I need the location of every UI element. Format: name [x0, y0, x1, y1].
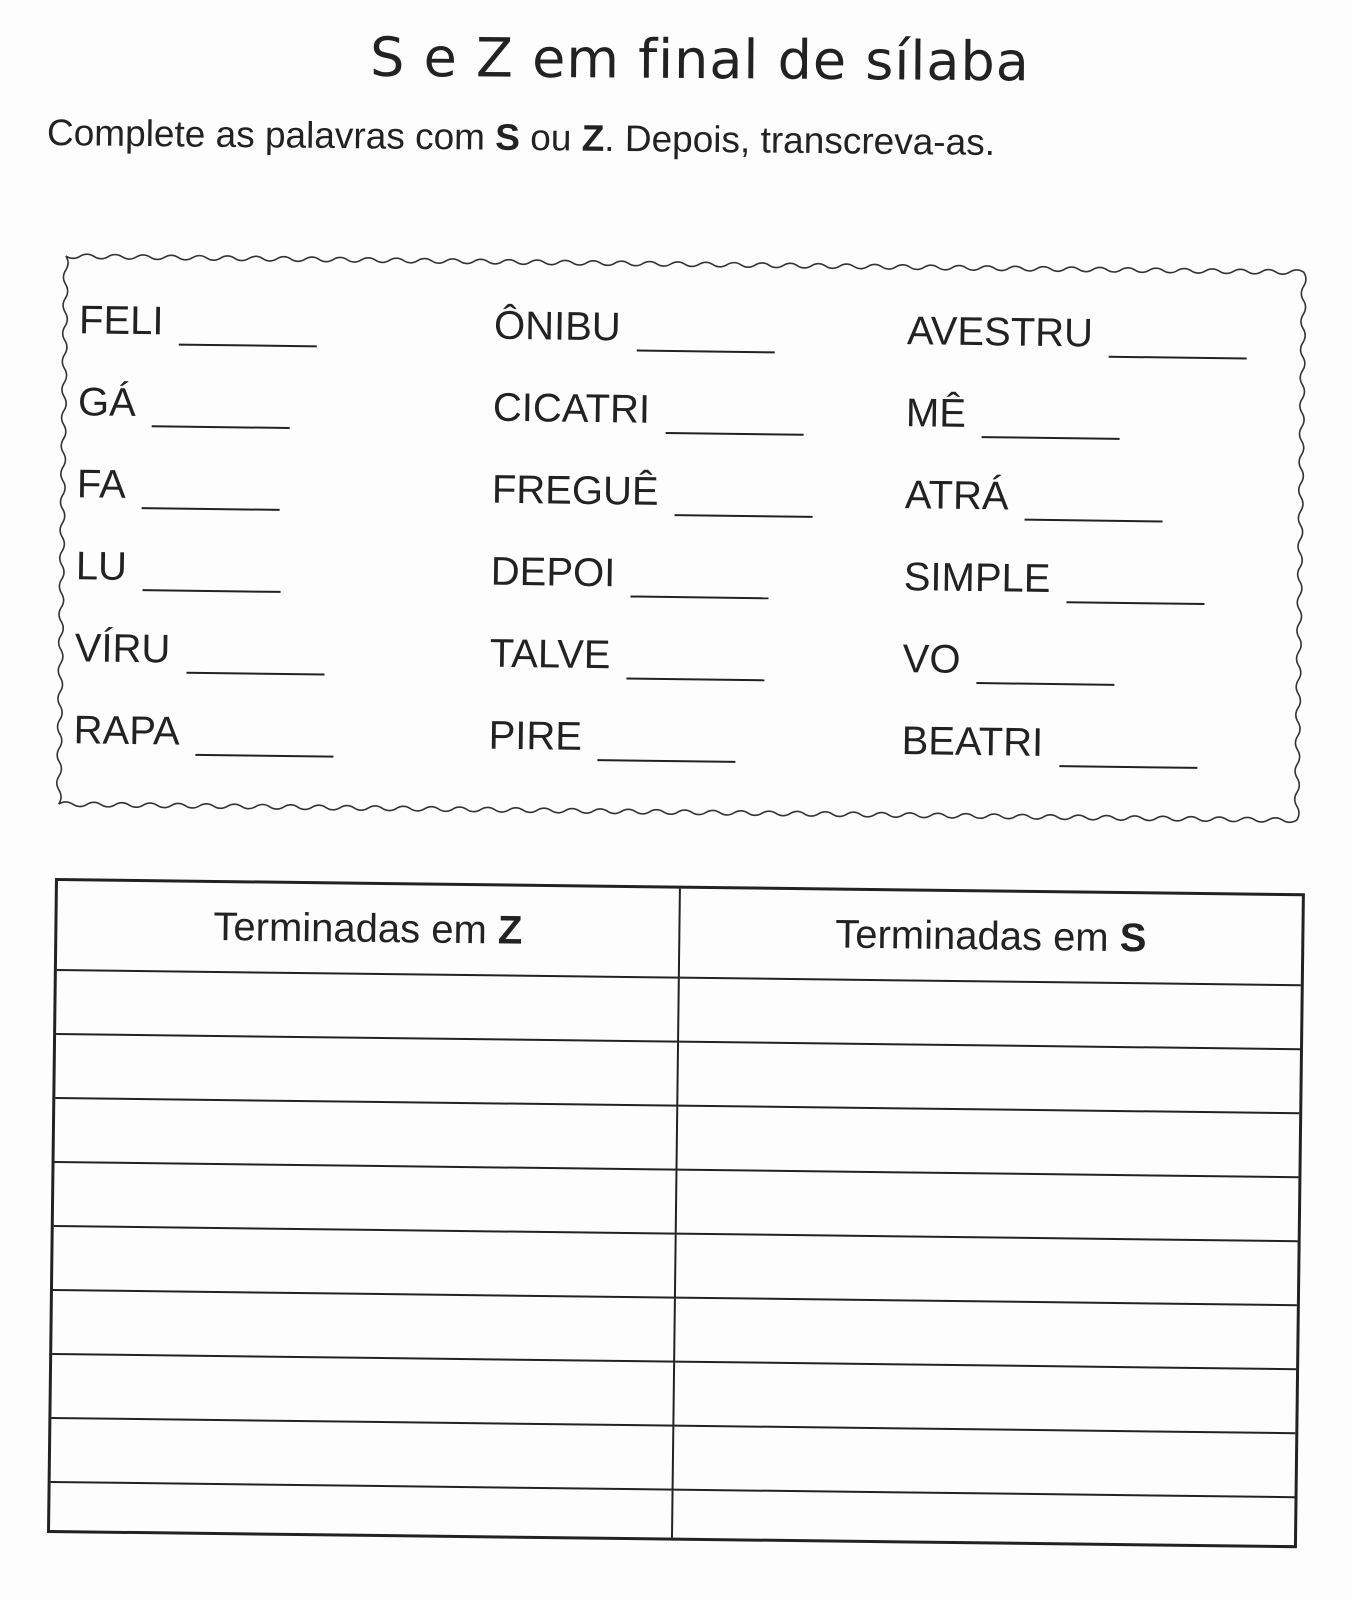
column-header-z-prefix: Terminadas em [213, 904, 499, 952]
answer-blank[interactable] [666, 388, 805, 436]
word-item [73, 708, 334, 793]
column-header-s-letter: S [1119, 915, 1147, 960]
answer-cell-z[interactable] [51, 1418, 674, 1490]
worksheet-title: S e Z em final de sílaba [369, 25, 1031, 94]
word-stem: GÁ [77, 380, 137, 426]
answer-cell-s[interactable] [678, 978, 1301, 1050]
answer-blank[interactable] [626, 633, 765, 681]
answer-blank[interactable] [151, 381, 290, 429]
word-column-2 [488, 304, 815, 800]
column-header-z-letter: Z [497, 907, 523, 953]
word-item [901, 719, 1242, 805]
column-header-s-prefix: Terminadas em [834, 912, 1121, 960]
word-item [903, 555, 1244, 641]
column-header-z [57, 881, 680, 978]
word-stem: VÍRU [74, 626, 171, 672]
answer-cell-z[interactable] [53, 1226, 676, 1298]
word-column-1 [73, 298, 339, 793]
answer-blank[interactable] [1059, 721, 1198, 769]
word-item [77, 380, 338, 465]
answer-blank[interactable] [598, 715, 737, 763]
word-stem: AVESTRU [906, 309, 1094, 356]
column-header-s [679, 889, 1302, 986]
word-item [74, 626, 335, 711]
instruction-letter-s: S [495, 116, 521, 158]
word-stem: TALVE [489, 631, 611, 678]
answer-blank[interactable] [631, 552, 770, 600]
answer-blank[interactable] [1024, 475, 1163, 523]
instruction-suffix: . Depois, transcreva-as. [604, 117, 996, 163]
word-stem: ÔNIBU [493, 303, 622, 350]
word-item [905, 391, 1246, 477]
word-column-3 [901, 309, 1247, 805]
word-item [902, 637, 1243, 723]
answer-blank[interactable] [143, 545, 282, 593]
answer-cell-s[interactable] [676, 1170, 1299, 1242]
answer-blank[interactable] [976, 638, 1115, 686]
answer-table [47, 878, 1305, 1548]
word-stem: BEATRI [901, 719, 1044, 765]
word-box [53, 250, 1310, 826]
answer-cell-s[interactable] [673, 1362, 1296, 1434]
answer-blank[interactable] [186, 628, 325, 676]
word-item [489, 632, 811, 718]
word-stem: FA [76, 462, 127, 507]
word-stem: CICATRI [492, 385, 651, 432]
instruction-prefix: Complete as palavras com [46, 112, 496, 158]
answer-cell-s[interactable] [676, 1106, 1299, 1178]
instruction-text [47, 112, 995, 164]
word-stem: PIRE [488, 713, 583, 759]
word-stem: ATRÁ [904, 473, 1009, 519]
answer-cell-z[interactable] [52, 1290, 675, 1362]
answer-blank[interactable] [1066, 557, 1205, 605]
word-stem: FREGUÊ [491, 467, 659, 514]
word-stem: VO [902, 637, 961, 682]
word-item [490, 550, 812, 636]
word-item [491, 468, 813, 554]
word-item [904, 473, 1245, 559]
answer-blank[interactable] [674, 470, 813, 518]
answer-cell-z[interactable] [50, 1482, 673, 1538]
word-stem: SIMPLE [903, 555, 1051, 601]
answer-cell-z[interactable] [55, 1034, 678, 1106]
word-item [906, 309, 1247, 395]
word-stem: FELI [78, 298, 164, 344]
word-item [76, 462, 337, 547]
word-item [78, 298, 339, 383]
answer-cell-s[interactable] [672, 1490, 1295, 1546]
instruction-middle: ou [519, 116, 582, 159]
word-stem: RAPA [73, 708, 180, 754]
answer-cell-z[interactable] [55, 1098, 678, 1170]
answer-cell-z[interactable] [51, 1354, 674, 1426]
word-stem: LU [75, 544, 128, 589]
word-stem: MÊ [905, 391, 967, 436]
answer-cell-z[interactable] [56, 970, 679, 1042]
instruction-letter-z: Z [581, 117, 605, 159]
answer-blank[interactable] [1109, 312, 1248, 360]
answer-cell-s[interactable] [675, 1234, 1298, 1306]
answer-blank[interactable] [142, 463, 281, 511]
answer-blank[interactable] [195, 710, 334, 758]
word-item [488, 714, 810, 800]
word-item [493, 304, 815, 390]
answer-cell-z[interactable] [54, 1162, 677, 1234]
answer-cell-s[interactable] [674, 1298, 1297, 1370]
word-item [75, 544, 336, 629]
answer-blank[interactable] [982, 392, 1121, 440]
word-stem: DEPOI [490, 549, 616, 596]
answer-blank[interactable] [179, 300, 318, 348]
answer-cell-s[interactable] [673, 1426, 1296, 1498]
answer-cell-s[interactable] [677, 1042, 1300, 1114]
answer-blank[interactable] [636, 306, 775, 354]
word-item [492, 386, 814, 472]
